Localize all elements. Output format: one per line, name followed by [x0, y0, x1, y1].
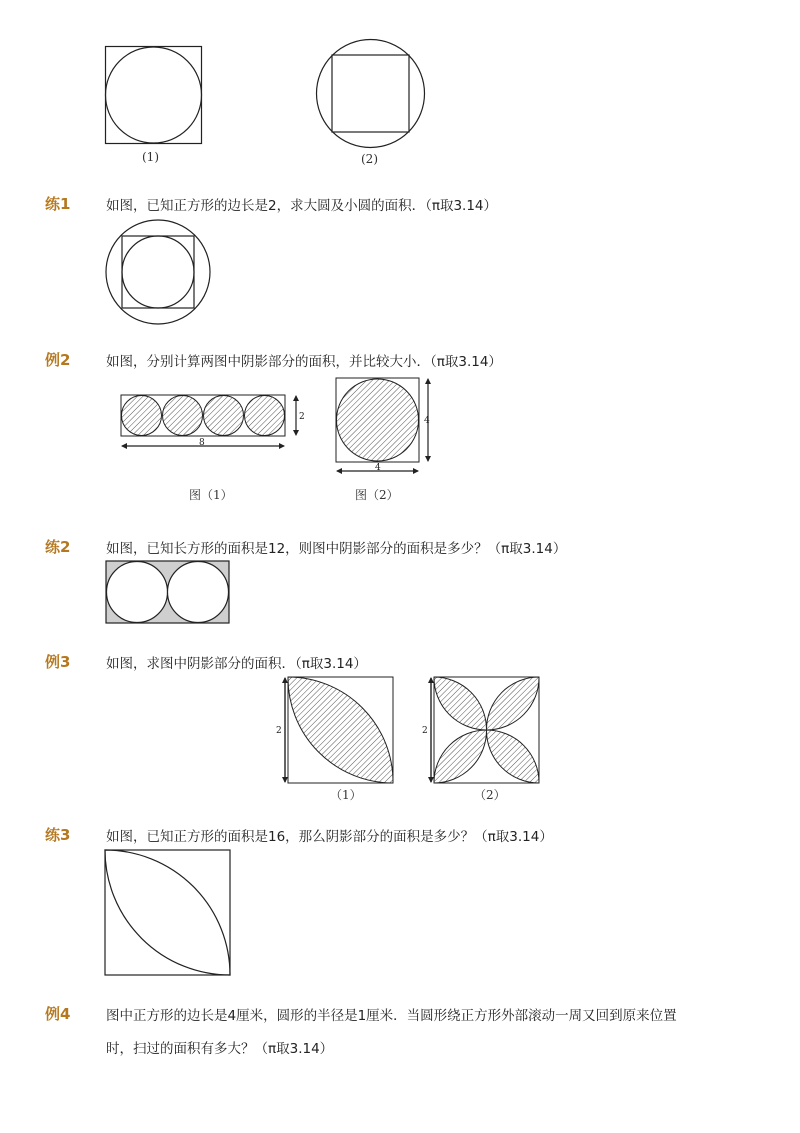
- figure-two-circles-rectangle: [105, 560, 231, 626]
- figure-four-petals-in-square: [418, 673, 543, 785]
- problem-text: 如图，已知长方形的面积是12，则图中阴影部分的面积是多少？（π取3.14）: [106, 541, 567, 557]
- figure-caption: （1）: [330, 788, 362, 802]
- figure-caption: 图（2）: [355, 488, 399, 502]
- figure-nested-circles-square: [105, 219, 213, 327]
- top-figure-caption-2: (2): [361, 152, 378, 166]
- problem-text: 图中正方形的边长是4厘米，圆形的半径是1厘米．当圆形绕正方形外部滚动一周又回到原来位置: [106, 1008, 677, 1024]
- problem-text: 如图，已知正方形的面积是16，那么阴影部分的面积是多少？（π取3.14）: [106, 829, 553, 845]
- problem-text-line2: 时，扫过的面积有多大？（π取3.14）: [106, 1041, 334, 1057]
- problem-text: 如图，求图中阴影部分的面积．（π取3.14）: [106, 656, 367, 672]
- figure-four-circles-rectangle: [115, 390, 315, 460]
- figure-leaf-outline-in-square: [104, 849, 234, 979]
- dim-label-width: 4: [375, 463, 381, 473]
- problem-tag: 练2: [45, 538, 71, 556]
- top-figure-caption-1: (1): [142, 150, 159, 164]
- figure-caption: （2）: [474, 788, 506, 802]
- figure-leaf-in-square: [273, 673, 398, 785]
- top-figure-square-in-circle: [315, 38, 427, 150]
- problem-text: 如图，已知正方形的边长是2，求大圆及小圆的面积．（π取3.14）: [106, 198, 498, 214]
- problem-tag: 练1: [45, 195, 71, 213]
- dim-label-width: 8: [199, 438, 205, 448]
- top-figure-circle-in-square: [105, 46, 203, 146]
- problem-tag: 例3: [45, 653, 71, 671]
- dim-label-height: 2: [299, 412, 305, 422]
- problem-tag: 例2: [45, 351, 71, 369]
- problem-text: 如图，分别计算两图中阴影部分的面积，并比较大小．（π取3.14）: [106, 354, 502, 370]
- dim-label-side: 2: [276, 726, 282, 736]
- dim-label-height: 4: [424, 416, 430, 426]
- figure-circle-in-square-hatched: [332, 375, 442, 480]
- problem-tag: 练3: [45, 826, 71, 844]
- problem-tag: 例4: [45, 1005, 71, 1023]
- figure-caption: 图（1）: [189, 488, 233, 502]
- dim-label-side: 2: [422, 726, 428, 736]
